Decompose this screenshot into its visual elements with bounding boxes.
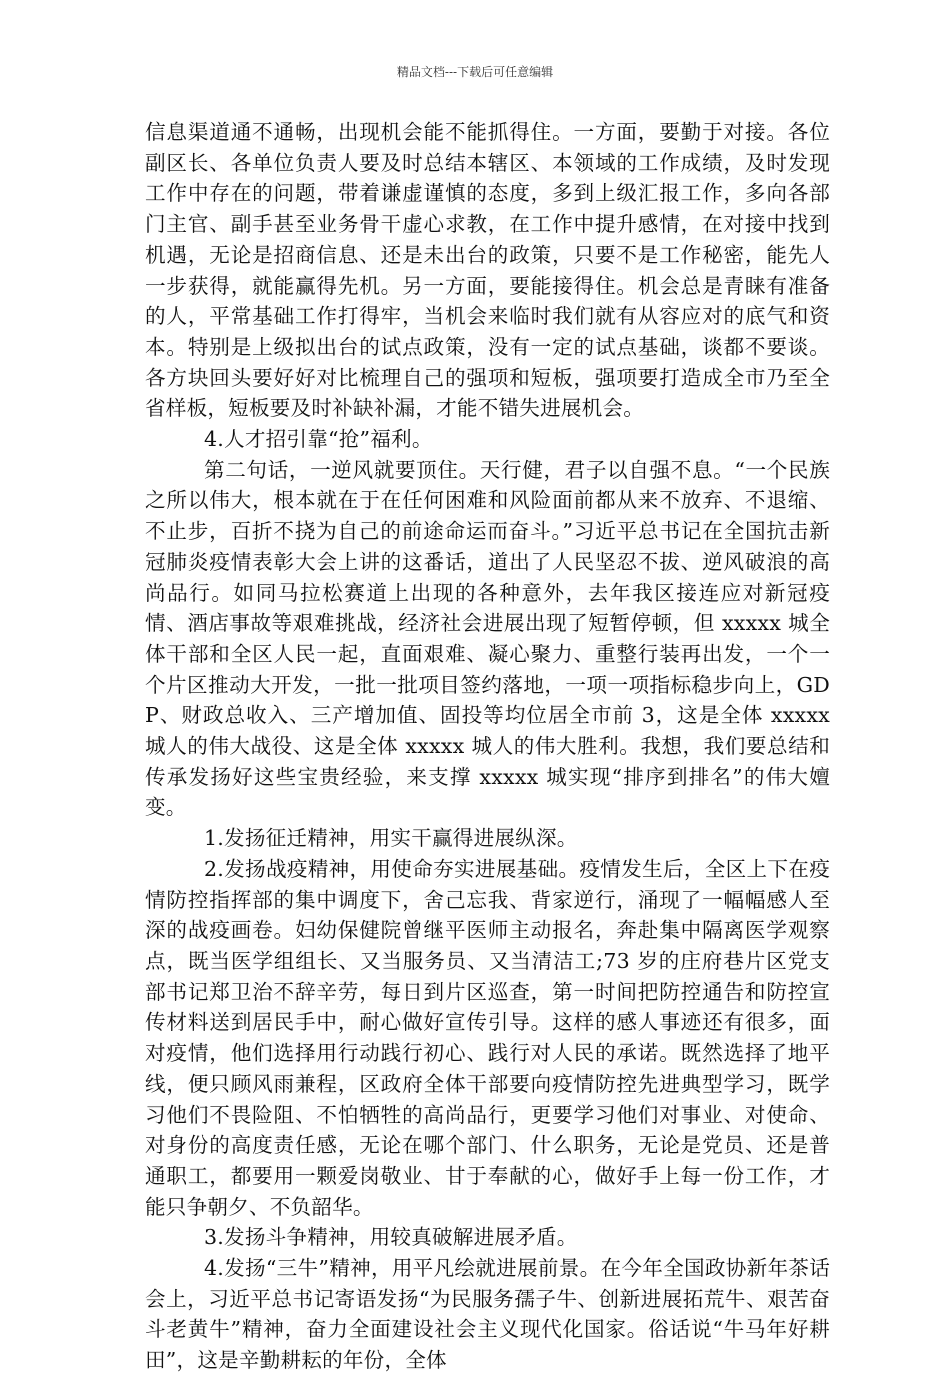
paragraph-talent-heading: 4.人才招引靠“抢”福利。 (204, 427, 433, 452)
page-header: 精品文档---下载后可任意编辑 (396, 65, 554, 79)
paragraph-three-ox-spirit: 4.发扬“三牛”精神，用平凡绘就进展前景。在今年全国政协新年茶话会上，习近平总书记寄语发扬“为民服务孺子牛、创新进展拓荒牛、艰苦奋斗老黄牛”精神，奋力全面建设社会主义现代化国家。俗话说“牛马年好耕田”，这是辛勤耕耘的年份，全体 (145, 1256, 830, 1373)
paragraph-relocation-spirit: 1.发扬征迁精神，用实干赢得进展纵深。 (204, 826, 578, 851)
paragraph-opportunity: 信息渠道通不通畅，出现机会能不能抓得住。一方面，要勤于对接。各位副区长、各单位负责人要及时总结本辖区、本领域的工作成绩，及时发现工作中存在的问题，带着谦虚谨慎的态度，多到上级汇报工作，多向各部门主官、副手甚至业务骨干虚心求教，在工作中提升感情，在对接中找到机遇，无论是招商信息、还是未出台的政策，只要不是工作秘密，能先人一步获得，就能赢得先机。另一方面，要能接得住。机会总是青睐有准备的人，平常基础工作打得牢，当机会来临时我们就有从容应对的底气和资本。特别是上级拟出台的试点政策，没有一定的试点基础，谈都不要谈。各方块回头要好好对比梳理自己的强项和短板，强项要打造成全市乃至全省样板，短板要及时补缺补漏，才能不错失进展机会。 (145, 120, 830, 421)
paragraph-epidemic-spirit: 2.发扬战疫精神，用使命夯实进展基础。疫情发生后，全区上下在疫情防控指挥部的集中调度下，舍己忘我、背家逆行，涌现了一幅幅感人至深的战疫画卷。妇幼保健院曾继平医师主动报名，奔赴集中隔离医学观察点，既当医学组组长、又当服务员、又当清洁工;73 岁的庄府巷片区党支部书记郑卫治不辞辛劳，每日到片区巡查，第一时间把防控通告和防控宣传材料送到居民手中，耐心做好宣传引导。这样的感人事迹还有很多，面对疫情，他们选择用行动践行初心、践行对人民的承诺。既然选择了地平线，便只顾风雨兼程，区政府全体干部要向疫情防控先进典型学习，既学习他们不畏险阻、不怕牺牲的高尚品行，更要学习他们对事业、对使命、对身份的高度责任感，无论在哪个部门、什么职务，无论是党员、还是普通职工，都要用一颗爱岗敬业、甘于奉献的心，做好手上每一份工作，才能只争朝夕、不负韶华。 (145, 856, 830, 1219)
paragraph-headwind: 第二句话，一逆风就要顶住。天行健，君子以自强不息。“一个民族之所以伟大，根本就在于在任何困难和风险面前都从来不放弃、不退缩、不止步，百折不挠为自己的前途命运而奋斗。”习近平总书记在全国抗击新冠肺炎疫情表彰大会上讲的这番话，道出了人民坚忍不拔、逆风破浪的高尚品行。如同马拉松赛道上出现的各种意外，去年我区接连应对新冠疫情、酒店事故等艰难挑战，经济社会进展出现了短暂停顿，但 xxxxx 城全体干部和全区人民一起，直面艰难、凝心聚力、重整行装再出发，一个一个片区推动大开发，一批一批项目签约落地，一项一项指标稳步向上，GDP、财政总收入、三产增加值、固投等均位居全市前 3，这是全体 xxxxx 城人的伟大战役、这是全体 xxxxx 城人的伟大胜利。我想，我们要总结和传承发扬好这些宝贵经验，来支撑 xxxxx 城实现“排序到排名”的伟大嬗变。 (145, 457, 830, 820)
paragraph-struggle-spirit: 3.发扬斗争精神，用较真破解进展矛盾。 (204, 1225, 578, 1250)
document-body (145, 117, 830, 1376)
